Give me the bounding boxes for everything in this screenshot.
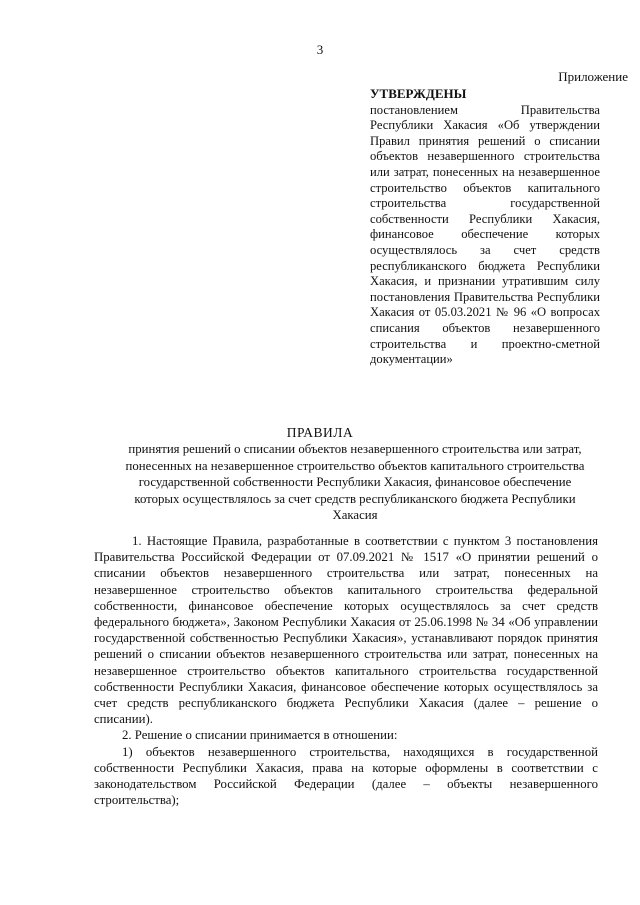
- rules-title: ПРАВИЛА: [286, 425, 354, 440]
- page-number: 3: [316, 42, 324, 57]
- approval-title: УТВЕРЖДЕНЫ: [370, 86, 467, 101]
- paragraph-2: 2. Решение о списании принимается в отношении:: [122, 728, 398, 743]
- appendix-label: Приложение: [558, 69, 628, 84]
- rules-subtitle: принятия решений о списании объектов незавершенного строительства или затрат, понесенных на незавершенное строительство объектов капитального строительства государственной собственности Республики Хакасия, финансовое обеспечение которых осуществлялось за счет средств республиканского бюджета Республики Хакасия: [125, 442, 585, 522]
- body-text: [94, 533, 598, 808]
- approval-block: [370, 86, 600, 368]
- paragraph-1: 1. Настоящие Правила, разработанные в соответствии с пунктом 3 постановления Правительства Российской Федерации от 07.09.2021 № 1517 «О принятии решений о списании объектов незавершенного строительства или затрат, понесенных на незавершенное строительство объектов капитального строительства федеральной собственности, финансовое обеспечение которых осуществлялось за счет средств федерального бюджета», Законом Республики Хакасия от 25.06.1998 № 34 «Об управлении государственной собственностью Республики Хакасия», устанавливают порядок принятия решений о списании объектов незавершенного строительства или затрат, понесенных на незавершенное строительство объектов капитального строительства государственной собственности Республики Хакасия, финансовое обеспечение которых осуществлялось за счет средств республиканского бюджета Республики Хакасия (далее – решение о списании).: [94, 534, 598, 727]
- approval-text: постановлением Правительства Республики Хакасия «Об утверждении Правил принятия решений о списании объектов незавершенного строительства или затрат, понесенных на незавершенное строительство объектов капитального строительства государственной собственности Республики Хакасия, финансовое обеспечение которых осуществлялось за счет средств республиканского бюджета Республики Хакасия, и признании утратившим силу постановления Правительства Республики Хакасия от 05.03.2021 № 96 «О вопросах списания объектов незавершенного строительства и проектно-сметной документации»: [370, 102, 600, 367]
- paragraph-3: 1) объектов незавершенного строительства, находящихся в государственной собственности Республики Хакасия, права на которые оформлены в соответствии с законодательством Российской Федерации (далее – объекты незавершенного строительства);: [94, 744, 598, 808]
